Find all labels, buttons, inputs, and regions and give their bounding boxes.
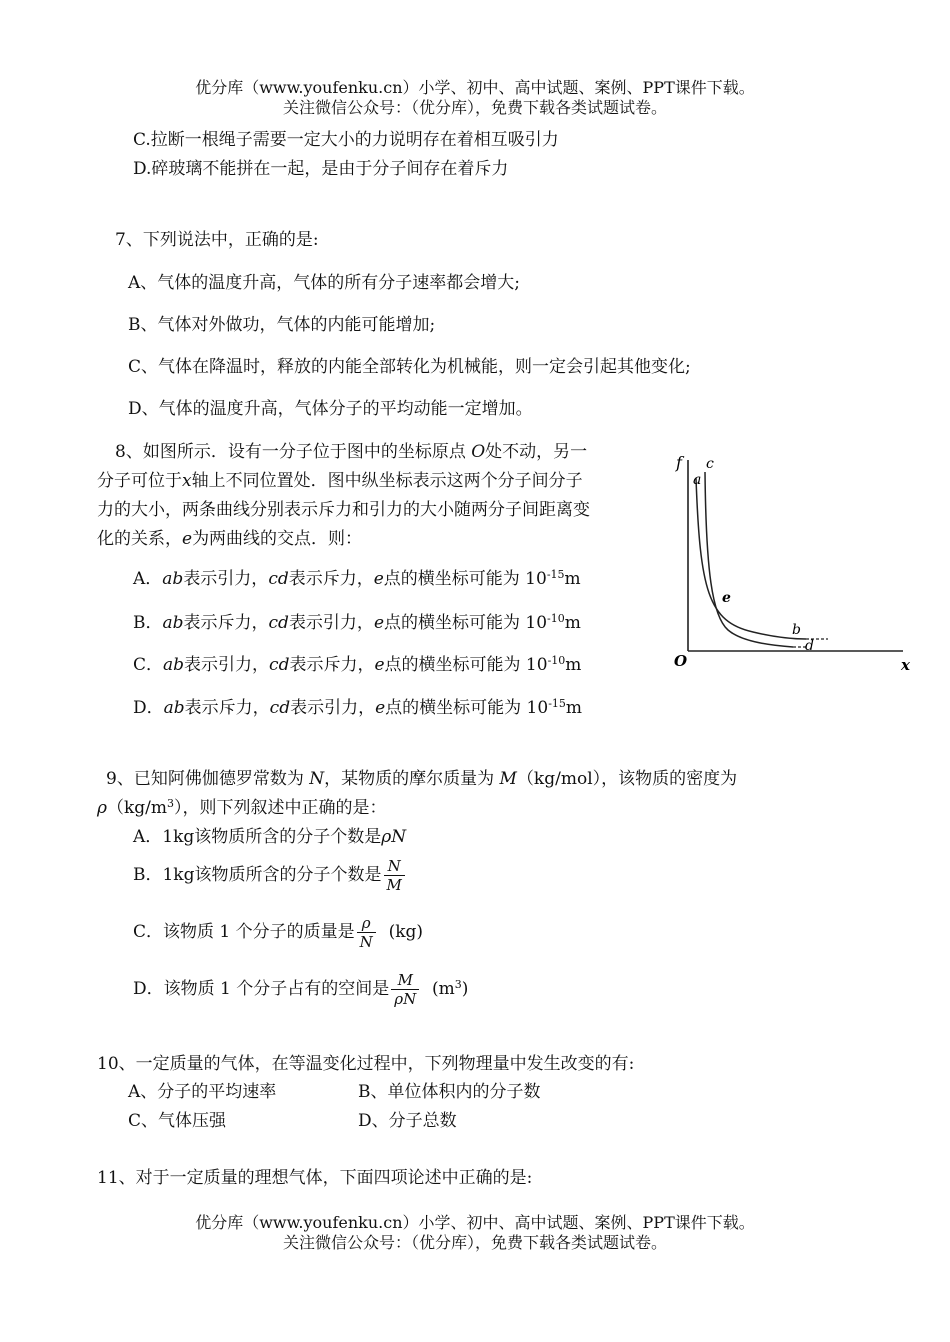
curve-cd — [705, 472, 793, 647]
q10-option-c: C、气体压强 — [128, 1111, 227, 1131]
q8-stem-line-2: 分子可位于x轴上不同位置处．图中纵坐标表示这两个分子间分子 — [97, 471, 583, 491]
q7-stem: 7、下列说法中，正确的是: — [115, 230, 319, 250]
q9-stem-line-1: 9、已知阿佛伽德罗常数为 N，某物质的摩尔质量为 M（kg/mol），该物质的密度为 — [106, 769, 738, 789]
curve-ab — [696, 478, 806, 639]
q9-option-d: D．该物质 1 个分子占有的空间是 $\frac{M}{\rho N}$ $(m^3)$ — [133, 971, 469, 1008]
q8-option-d: D．ab表示斥力，cd表示引力，e点的横坐标可能为 $10^{-15}m$ — [133, 697, 583, 718]
q10-option-a: A、分子的平均速率 — [128, 1082, 277, 1102]
q6-option-c: C.拉断一根绳子需要一定大小的力说明存在着相互吸引力 — [133, 130, 559, 150]
q10-option-b: B、单位体积内的分子数 — [358, 1082, 541, 1102]
fraction-rho-over-n: $\frac{\rho}{N}$ — [357, 914, 376, 951]
label-a: a — [693, 472, 702, 488]
q9-stem-line-2: $\rho(kg/m^3)$，则下列叙述中正确的是： — [97, 797, 387, 818]
q9-option-b: B．1kg该物质所含的分子个数是 $\frac{N}{M}$ — [133, 853, 407, 897]
q8-stem-line-4: 化的关系，e为两曲线的交点．则： — [97, 529, 363, 549]
q8-option-b: B．ab表示斥力，cd表示引力，e点的横坐标可能为 $10^{-10}m$ — [133, 612, 581, 633]
q7-option-d: D、气体的温度升高，气体分子的平均动能一定增加。 — [128, 399, 533, 419]
q7-option-a: A、气体的温度升高，气体的所有分子速率都会增大; — [128, 273, 521, 293]
q8-stem-line-3: 力的大小，两条曲线分别表示斥力和引力的大小随两分子间距离变 — [97, 500, 590, 520]
footer-line-2: 关注微信公众号：（优分库），免费下载各类试题试卷。 — [282, 1233, 667, 1252]
q8-option-a: A．ab表示引力，cd表示斥力，e点的横坐标可能为 $10^{-15}m$ — [133, 568, 581, 589]
footer-line-1: 优分库（www.youfenku.cn）小学、初中、高中试题、案例、PPT课件下载。 — [195, 1213, 755, 1232]
q10-stem: 10、一定质量的气体，在等温变化过程中，下列物理量中发生改变的有: — [97, 1054, 635, 1074]
q6-option-d: D.碎玻璃不能拼在一起，是由于分子间存在着斥力 — [133, 159, 509, 179]
label-b: b — [792, 622, 801, 638]
header-line-1: 优分库（www.youfenku.cn）小学、初中、高中试题、案例、PPT课件下载。 — [195, 78, 755, 97]
label-origin: O — [674, 652, 688, 670]
fraction-n-over-m: $\frac{N}{M}$ — [384, 857, 405, 894]
force-distance-figure — [668, 450, 918, 680]
label-f: f — [676, 453, 682, 472]
q11-stem: 11、对于一定质量的理想气体，下面四项论述中正确的是: — [97, 1168, 533, 1188]
fraction-m-over-rhon: $\frac{M}{\rho N}$ — [391, 971, 419, 1008]
label-d: d — [805, 638, 814, 654]
q8-option-c: C．ab表示引力，cd表示斥力，e点的横坐标可能为 $10^{-10}m$ — [133, 654, 582, 675]
header-line-2: 关注微信公众号：（优分库），免费下载各类试题试卷。 — [282, 98, 667, 117]
label-c: c — [706, 456, 714, 472]
q7-option-c: C、气体在降温时，释放的内能全部转化为机械能，则一定会引起其他变化; — [128, 357, 691, 377]
q7-option-b: B、气体对外做功，气体的内能可能增加; — [128, 315, 436, 335]
label-x: x — [901, 656, 910, 674]
q8-stem-line-1: 8、如图所示．设有一分子位于图中的坐标原点 O处不动，另一 — [115, 442, 588, 462]
q9-option-a: A．1kg该物质所含的分子个数是ρN — [133, 827, 407, 847]
q9-option-c: C．该物质 1 个分子的质量是 $\frac{\rho}{N}$ (kg) — [133, 914, 424, 951]
q10-option-d: D、分子总数 — [358, 1111, 457, 1131]
label-e: e — [722, 590, 731, 606]
